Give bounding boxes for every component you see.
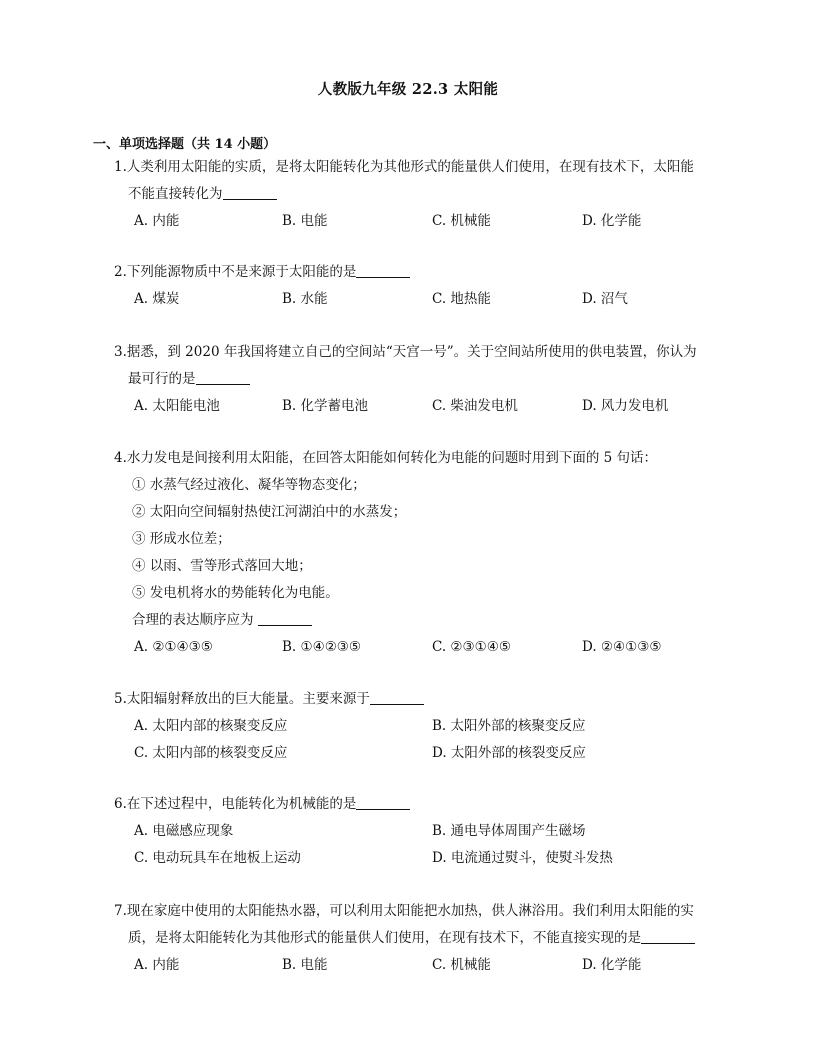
option-c: C. 柴油发电机 <box>432 398 518 414</box>
option-a: A. ②①④③⑤ <box>134 639 213 655</box>
statement-4: ④ 以雨、雪等形式落回大地； <box>132 558 312 574</box>
answer-blank <box>223 185 277 200</box>
option-c: C. 机械能 <box>432 957 491 973</box>
answer-blank <box>641 929 695 944</box>
question-number: 6. <box>114 796 127 812</box>
option-d: D. 沼气 <box>582 291 628 307</box>
statement-2: ② 太阳向空间辐射热使江河湖泊中的水蒸发； <box>132 504 407 520</box>
option-b: B. 水能 <box>282 291 328 307</box>
question-text: 据悉，到 2020 年我国将建立自己的空间站“天宫一号”。关于空间站所使用的供电装置，你认为 <box>126 344 697 360</box>
question-4 <box>114 445 724 661</box>
answer-blank <box>196 370 250 385</box>
answer-blank <box>356 795 410 810</box>
document-title: 人教版九年级 22.3 太阳能 <box>317 81 499 98</box>
answer-blank <box>356 263 410 278</box>
question-number: 1. <box>114 159 127 175</box>
option-a: A. 电磁感应现象 <box>134 823 234 839</box>
question-7 <box>114 898 724 979</box>
option-d: D. 风力发电机 <box>582 398 669 414</box>
option-c: C. 机械能 <box>432 213 491 229</box>
question-number: 3. <box>114 344 127 360</box>
option-a: A. 太阳内部的核聚变反应 <box>134 718 288 734</box>
question-text: 最可行的是 <box>128 371 196 387</box>
option-a: A. 内能 <box>134 213 180 229</box>
question-text: 下列能源物质中不是来源于太阳能的是 <box>126 264 357 280</box>
statement-3: ③ 形成水位差； <box>132 531 231 547</box>
option-b: B. 通电导体周围产生磁场 <box>432 823 586 839</box>
question-text: 水力发电是间接利用太阳能，在回答太阳能如何转化为电能的问题时用到下面的 5 句话： <box>126 450 658 466</box>
option-c: C. 太阳内部的核裂变反应 <box>134 745 288 761</box>
question-1 <box>114 154 724 235</box>
question-number: 5. <box>114 691 127 707</box>
option-c: C. 电动玩具车在地板上运动 <box>134 850 301 866</box>
option-a: A. 煤炭 <box>134 291 180 307</box>
section-heading: 一、单项选择题（共 14 小题） <box>93 137 277 152</box>
question-number: 7. <box>114 903 127 919</box>
question-5 <box>114 686 724 767</box>
option-a: A. 内能 <box>134 957 180 973</box>
option-d: D. ②④①③⑤ <box>582 639 662 655</box>
option-b: B. 太阳外部的核聚变反应 <box>432 718 586 734</box>
option-b: B. 化学蓄电池 <box>282 398 369 414</box>
statement-1: ① 水蒸气经过液化、凝华等物态变化； <box>132 477 366 493</box>
option-d: D. 电流通过熨斗，使熨斗发热 <box>432 850 613 866</box>
question-text: 不能直接转化为 <box>128 186 223 202</box>
option-d: D. 化学能 <box>582 957 642 973</box>
question-text: 在下述过程中，电能转化为机械能的是 <box>126 796 357 812</box>
question-prompt: 合理的表达顺序应为 <box>132 612 254 628</box>
option-b: B. 电能 <box>282 957 328 973</box>
statement-5: ⑤ 发电机将水的势能转化为电能。 <box>132 585 339 601</box>
answer-blank <box>258 611 312 626</box>
option-d: D. 化学能 <box>582 213 642 229</box>
option-c: C. 地热能 <box>432 291 491 307</box>
answer-blank <box>370 690 424 705</box>
option-c: C. ②③①④⑤ <box>432 639 511 655</box>
question-text: 质，是将太阳能转化为其他形式的能量供人们使用，在现有技术下，不能直接实现的是 <box>128 930 641 946</box>
question-6 <box>114 791 724 872</box>
question-text: 太阳辐射释放出的巨大能量。主要来源于 <box>126 691 370 707</box>
question-text: 现在家庭中使用的太阳能热水器，可以利用太阳能把水加热，供人淋浴用。我们利用太阳能的实 <box>126 903 694 919</box>
question-text: 人类利用太阳能的实质，是将太阳能转化为其他形式的能量供人们使用，在现有技术下，太阳能 <box>126 159 694 175</box>
question-number: 2. <box>114 264 127 280</box>
option-d: D. 太阳外部的核裂变反应 <box>432 745 586 761</box>
option-a: A. 太阳能电池 <box>134 398 220 414</box>
question-3 <box>114 339 724 420</box>
option-b: B. ①④②③⑤ <box>282 639 362 655</box>
option-b: B. 电能 <box>282 213 328 229</box>
question-number: 4. <box>114 450 127 466</box>
question-2 <box>114 259 724 313</box>
